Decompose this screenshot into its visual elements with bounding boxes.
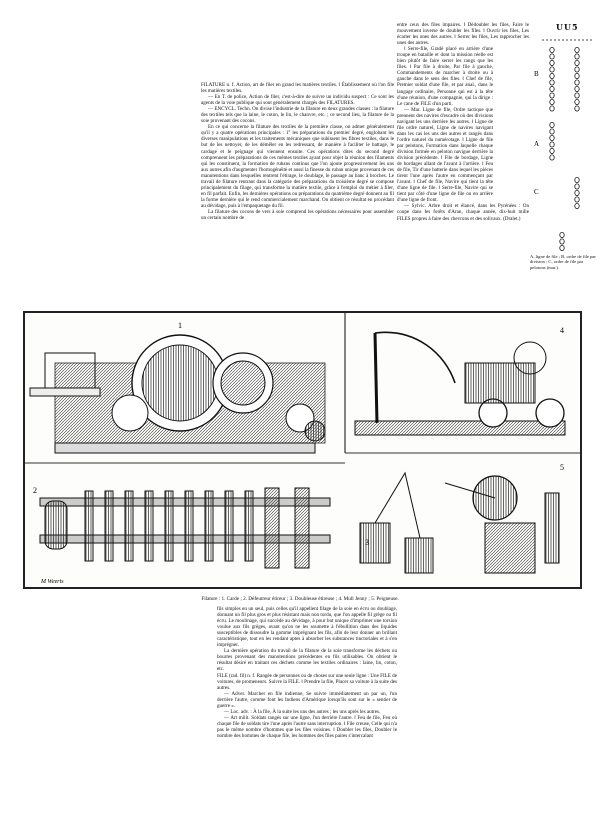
diagram-label-a: A bbox=[534, 140, 540, 148]
ship-mark bbox=[575, 99, 579, 104]
machinery-illustration bbox=[25, 313, 580, 587]
ship-mark bbox=[575, 47, 579, 52]
ship-mark bbox=[560, 245, 564, 250]
page-number: UU5 bbox=[556, 22, 579, 32]
figure-caption: Filature : 1. Carde ; 2. Défeutreur étireur ; 3. Doubleuse étireuse ; 4. Mull Jenny ; 5. Peigneuse. bbox=[201, 596, 399, 602]
figure-label-1: 1 bbox=[178, 321, 182, 330]
bottom-para-4: — Adver. Marcher en file indienne, Se suivre immédiatement un par un, l'un derrière l'autre, comme font les Indiens d'Amérique lorsqu'ils sont sur le « sentier de guerre ». bbox=[217, 690, 397, 709]
ship-mark bbox=[575, 106, 579, 111]
filature-para-3: — ENCYCL. Techn. On divise l'industrie de la filature en deux grandes classes : la filature des textiles tels que la laine, le coton, le lin, le chanvre, etc. ; ce second lieu, la filature de la soie provenant des cocons. bbox=[201, 106, 394, 125]
figure-label-4: 4 bbox=[560, 326, 564, 335]
ship-mark bbox=[550, 155, 554, 160]
ship-mark bbox=[575, 67, 579, 72]
spindle bbox=[185, 491, 193, 561]
ship-mark bbox=[550, 67, 554, 72]
article-filature bbox=[201, 82, 394, 221]
machine-4-mull-jenny bbox=[355, 332, 565, 435]
ship-mark bbox=[575, 73, 579, 78]
ship-mark bbox=[550, 93, 554, 98]
engraver-signature: M Weerts bbox=[41, 579, 64, 585]
file-cont-para-3: — Mar. Ligne de file, Ordre tactique que prennent des navires d'escadre où des divisions navigant les uns derrière les autres. ‖ Ligne de file ordre naturel, Ligne de navires navigant dans les cas les uns des autres et rangés dans l'ordre naturel du numérotage. ‖ Ligne de file par pelotons, Formation dans laquelle chaque division formée en peloton navigue derrière la division précédente. ‖ File de bordage, Ligne de bordages allant de l'avant à l'arrière. ‖ Feu de file, Tir d'une batterie dans lequel les pièces tirent l'une après l'autre en commençant par l'avant. ‖ Chef de file, Navire qui tient la tête d'une ligne de file. ‖ Serre-file, Navire qui se tient par côté d'une ligne de file ou en arrière d'une ligne de front. bbox=[397, 106, 493, 204]
diagram-label-c: C bbox=[534, 188, 539, 196]
spindle bbox=[165, 491, 173, 561]
article-bottom bbox=[217, 606, 397, 739]
bottom-para-3: FILE (rad. fil) n. f. Rangée de personnes ou de choses sur une seule ligne : Une FILE de voitures, de promeneurs. Suivre la FILE. ‖ Prendre la file, Placer sa voiture à la suite des autres. bbox=[217, 672, 397, 691]
spindle bbox=[225, 491, 233, 561]
ship-mark bbox=[550, 129, 554, 134]
figure-label-5: 5 bbox=[560, 463, 564, 472]
filature-para-2: — En T. de police, Action de filer, c'est-à-dire de suivre un individu suspect : Ce sont les agents de la voie publique qui sont généralement chargés des FILATURES. bbox=[201, 94, 394, 107]
ship-mark bbox=[550, 106, 554, 111]
diagram-label-b: B bbox=[534, 70, 539, 78]
bottom-para-6: — Art milit. Soldats rangés sur une ligne, l'un derrière l'autre. ‖ Feu de file, Feu où chaque file de soldats tire l'une après l'autre sans interruption. ‖ File creuse, Celle qui n'a pas le même nombre d'hommes que les files voisines. ‖ Doubler les files, Doubler le nombre des hommes de chaque file, les hommes des files paires s'intercalant bbox=[217, 714, 397, 739]
ship-mark bbox=[575, 80, 579, 85]
ship-mark bbox=[550, 47, 554, 52]
ship-mark bbox=[550, 54, 554, 59]
ship-mark bbox=[550, 86, 554, 91]
ship-mark bbox=[575, 177, 579, 182]
ship-mark bbox=[550, 142, 554, 147]
ship-mark bbox=[575, 197, 579, 202]
ship-mark bbox=[575, 203, 579, 208]
filature-engraving bbox=[23, 311, 582, 589]
filature-para-1: FILATURE n. f. Action, art de filer en grand les matières textiles. ‖ Établissement où l'on file les matières textiles. bbox=[201, 82, 394, 95]
bottom-para-1: fils simples en un seul, puis celles qu'il appellent filage de la soie en écru ou doublage, donnant un fil plus gros et plus résistant mais non tordu, que l'on appelle fil grège ou fil écru. Le moulinage, qui succède au dévidage, à pour but unique d'imprimer une torsion voulue aux fils grèges, avant qu'on ne les soumette à l'ébullition dans des liquides susceptibles de dissoudre la gomme imprégnant les fils, afin de leur donner un brillant caractéristique, tout en les rendant aptes à absorber les substances tinctoriales et à s'en imprégner. bbox=[217, 606, 397, 649]
file-cont-para-1: entre ceux des files impaires. ‖ Dédoubler les files, Faire le mouvement inverse de doubler les files. ‖ Ouvrir les files, Les écarter les unes des autres. ‖ Serrer les files, Les rapprocher les unes des autres. bbox=[397, 22, 529, 47]
figure-label-2: 2 bbox=[33, 486, 37, 495]
file-formation-diagram bbox=[532, 30, 598, 258]
article-file-continued bbox=[397, 22, 529, 222]
ship-mark bbox=[575, 93, 579, 98]
diagram-caption: A, ligne de file ; B, ordre de file par division ; C, ordre de file par pelotons (mar.). bbox=[530, 254, 596, 270]
filature-para-5: La filature des cocons de vers à soie comprend les opérations nécessaires pour assembler un certain nombre de bbox=[201, 208, 394, 222]
ship-mark bbox=[550, 73, 554, 78]
file-cont-para-2: ‖ Serre-file, Gradé placé en arrière d'une troupe en bataille et dont la mission réelle est bien plutôt de faire serrer les rangs que les files. ‖ Par file à droite, Par file à gauche, Commandements de marcher à droite ou à gauche dans le sens des files. ‖ Chef de file, Premier soldat d'une file, et par anal., dans le langage ordinaire, Personne qui est à la tête d'une réunion, d'une compagnie, qui la dirige : Le cane de FILE d'un parti. bbox=[397, 46, 493, 107]
filature-para-4: En ce qui concerne la filature des textiles de la première classe, on admet généralement qu'il y a quatre opérations principales : 1° les préparations du premier degré, englobant les diverses manipulations et les traitements mécaniques que subissent les fibres textiles, dans le but de les nettoyer, de les démêler en les redressant, de manière à faciliter le battage, le cardage et le peignage qui viennent ensuite. Ces opérations dites du second degré comprennent les préparations de ces mêmes textiles ayant pour objet la réunion des filaments qui les constituent, la formation de rubans continus que l'on ajoute progressivement les uns aux autres afin d'augmenter l'homogénéité et aussi la finesse du ruban unique provenant de ces manutentions dans lesquelles rentrent l'étirage, le doublage, le passage au banc à broches. Le travail de filature rentrant dans la catégorie des préparations du troisième degré se compose principalement du filage, qui transforme la matière textile, grâce à l'emploi du métier à filer, en fil parfait. Enfin, les dernières opérations ou préparations du quatrième degré donnent au fil la forme dernière qui le rend commercialement marchand. On obtient ce résultat en procédant au dévidage, puis à l'empaquetage du fil. bbox=[201, 124, 394, 209]
machine-1-carde bbox=[30, 335, 325, 453]
ship-mark bbox=[575, 54, 579, 59]
spindle bbox=[125, 491, 133, 561]
bottom-para-5: — Loc. adv. : À la file, À la suite les uns des autres ; les uns après les autres. bbox=[224, 708, 381, 715]
spindle bbox=[105, 491, 113, 561]
bottom-para-2: La dernière opération du travail de la filature de la soie transforme les déchets ou bourres provenant des manutentions précédentes en fils utilisables. On obtient le résultat désiré en traitant ces déchets comme les textiles ordinaires : laine, lin, coton, etc. bbox=[217, 648, 397, 673]
ship-mark bbox=[575, 60, 579, 65]
file-cont-para-4: — Sylvic. Arbre droit et élancé, dans les Pyrénées : On coupe dans les forêts d'Aran, chaque année, dix-huit mille FILES propres à faire des chevrons et des solivaux. (Dralet.) bbox=[397, 203, 529, 222]
machine-5-peigneuse bbox=[445, 476, 559, 573]
ship-mark bbox=[575, 86, 579, 91]
spindle bbox=[245, 491, 253, 561]
ship-mark bbox=[550, 80, 554, 85]
spindle bbox=[205, 491, 213, 561]
machine-2-defeutreur bbox=[40, 488, 330, 568]
machine-3-doubleuse bbox=[360, 473, 433, 573]
ship-mark bbox=[550, 135, 554, 140]
ship-mark bbox=[550, 148, 554, 153]
ship-mark bbox=[550, 122, 554, 127]
spindle bbox=[85, 491, 93, 561]
ship-mark bbox=[550, 60, 554, 65]
ship-mark bbox=[560, 232, 564, 237]
ship-mark bbox=[575, 184, 579, 189]
spindle bbox=[145, 491, 153, 561]
ship-mark bbox=[550, 99, 554, 104]
ship-mark bbox=[575, 190, 579, 195]
ship-mark bbox=[560, 239, 564, 244]
figure-label-3: 3 bbox=[365, 538, 369, 547]
